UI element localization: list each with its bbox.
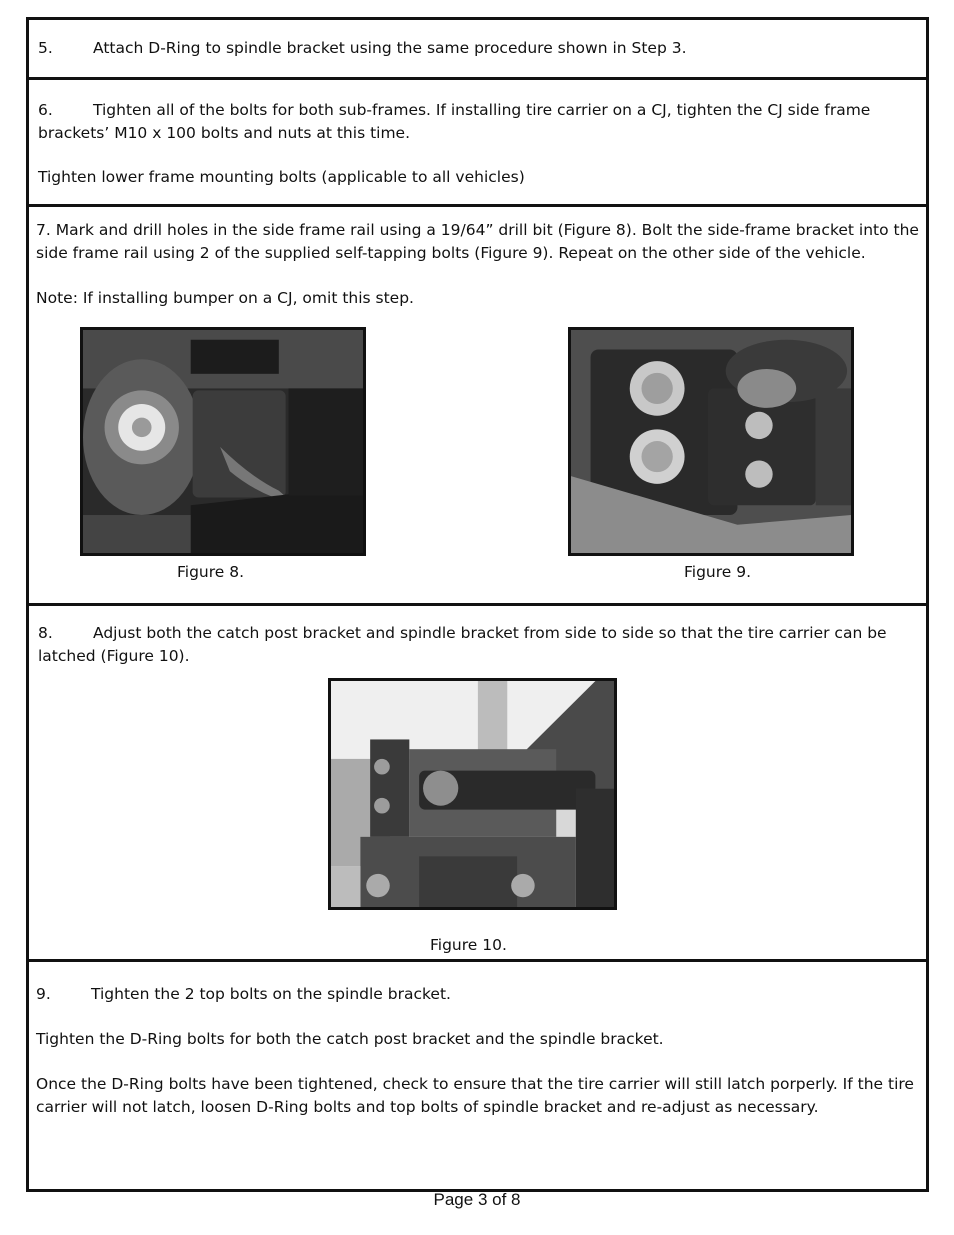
step-9-line-2: Tighten the D-Ring bolts for both the catch post bracket and the spindle bracket. [36,1030,664,1048]
step-9-section [29,962,926,1189]
step-8-section [29,606,926,962]
figure-8-photo [80,327,366,556]
instructions-frame [26,17,929,1192]
step-5-section [29,20,926,80]
step-7-section [29,207,926,606]
step-6-line-2: brackets’ M10 x 100 bolts and nuts at this time. [38,124,411,142]
figure-8-caption: Figure 8. [177,563,245,581]
figure-9-caption: Figure 9. [684,563,752,581]
step-8-line-2: latched (Figure 10). [38,647,190,665]
step-6-line-3: Tighten lower frame mounting bolts (applicable to all vehicles) [38,168,525,186]
step-7-note: Note: If installing bumper on a CJ, omit this step. [36,289,414,307]
figure-10-photo [328,678,617,910]
step-9-line-3: Once the D-Ring bolts have been tightened, check to ensure that the tire carrier will still latch porperly. If the tire [36,1075,914,1093]
figure-10-caption: Figure 10. [430,936,507,954]
step-7-line-2: side frame rail using 2 of the supplied self-tapping bolts (Figure 9). Repeat on the other side of the vehicle. [36,244,866,262]
step-6-line-1: 6. Tighten all of the bolts for both sub-frames. If installing tire carrier on a CJ, tighten the CJ side frame [38,101,871,119]
figure-9-photo [568,327,854,556]
step-5-text: 5. Attach D-Ring to spindle bracket using the same procedure shown in Step 3. [38,39,687,57]
step-7-line-1: 7. Mark and drill holes in the side frame rail using a 19/64” drill bit (Figure 8). Bolt the side-frame bracket into the [36,221,919,239]
step-8-line-1: 8. Adjust both the catch post bracket and spindle bracket from side to side so that the tire carrier can be [38,624,887,642]
page-number: Page 3 of 8 [433,1190,521,1209]
step-9-line-1: 9. Tighten the 2 top bolts on the spindle bracket. [36,985,451,1003]
step-9-line-4: carrier will not latch, loosen D-Ring bolts and top bolts of spindle bracket and re-adjust as necessary. [36,1098,819,1116]
step-6-section [29,80,926,207]
